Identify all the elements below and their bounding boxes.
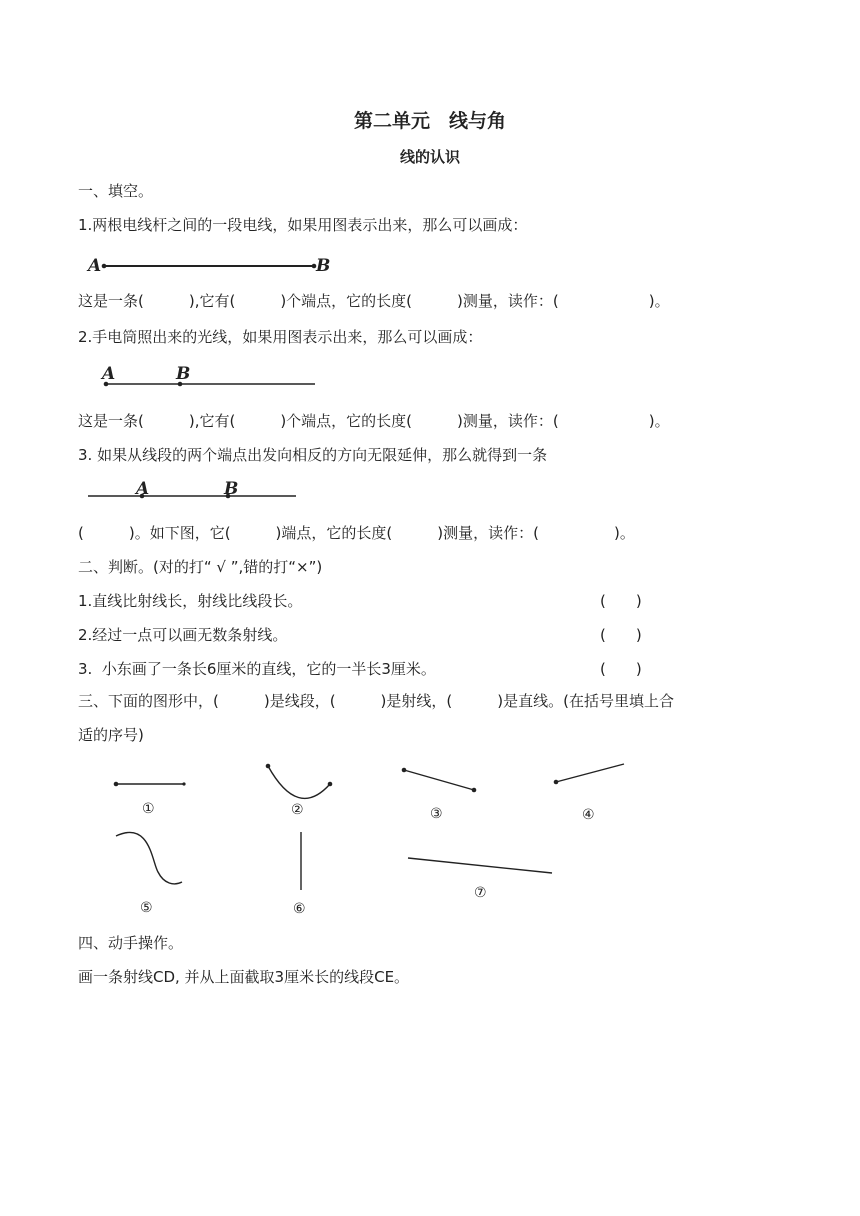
section-3-line-1: 三、下面的图形中，( )是线段，( )是射线，( )是直线。(在括号里填上合 — [78, 692, 674, 710]
shape-2-curve — [266, 764, 333, 799]
judge-item-2: 2.经过一点可以画无数条射线。 — [78, 626, 288, 644]
shape-6-label: ⑥ — [293, 901, 306, 917]
question-2: 2.手电筒照出来的光线，如果用图表示出来，那么可以画成： — [78, 328, 483, 346]
question-1-fill: 这是一条( ),它有( )个端点，它的长度( )测量，读作：( )。 — [78, 292, 670, 310]
line-label-b: B — [224, 479, 239, 499]
shape-4-label: ④ — [582, 807, 595, 823]
shape-1-segment — [114, 782, 186, 787]
question-3: 3. 如果从线段的两个端点出发向相反的方向无限延伸，那么就得到一条 — [78, 446, 548, 464]
page-subtitle: 线的认识 — [399, 148, 460, 166]
shape-4-ray — [554, 764, 624, 784]
segment-label-b: B — [316, 256, 331, 276]
line-label-a: A — [136, 479, 150, 499]
judge-item-3-answer[interactable]: ( ) — [600, 660, 642, 678]
shape-5-curve — [116, 832, 182, 883]
section-4-task: 画一条射线CD, 并从上面截取3厘米长的线段CE。 — [78, 968, 410, 986]
shape-7-label: ⑦ — [474, 885, 487, 901]
section-2-heading: 二、判断。(对的打“ √ ”,错的打“×”) — [78, 558, 323, 576]
question-3-fill: ( )。如下图，它( )端点，它的长度( )测量，读作：( )。 — [78, 524, 635, 542]
shape-5-label: ⑤ — [140, 900, 153, 916]
question-2-fill: 这是一条( ),它有( )个端点，它的长度( )测量，读作：( )。 — [78, 412, 670, 430]
shape-2-label: ② — [291, 802, 304, 818]
judge-item-2-answer[interactable]: ( ) — [600, 626, 642, 644]
ray-label-b: B — [176, 364, 191, 384]
section-3-line-2: 适的序号) — [78, 726, 144, 744]
section-4-heading: 四、动手操作。 — [78, 934, 184, 952]
shape-3-label: ③ — [430, 806, 443, 822]
judge-item-1-answer[interactable]: ( ) — [600, 592, 642, 610]
page-title: 第二单元 线与角 — [353, 110, 506, 132]
question-1: 1.两根电线杆之间的一段电线，如果用图表示出来，那么可以画成： — [78, 216, 528, 234]
segment-label-a: A — [88, 256, 102, 276]
shape-3-segment — [402, 768, 477, 793]
ray-label-a: A — [102, 364, 116, 384]
shape-7-line — [408, 858, 552, 873]
judge-item-1: 1.直线比射线长，射线比线段长。 — [78, 592, 303, 610]
judge-item-3: 3. 小东画了一条长6厘米的直线，它的一半长3厘米。 — [78, 660, 436, 678]
section-1-heading: 一、填空。 — [78, 182, 154, 200]
shape-1-label: ① — [142, 801, 155, 817]
